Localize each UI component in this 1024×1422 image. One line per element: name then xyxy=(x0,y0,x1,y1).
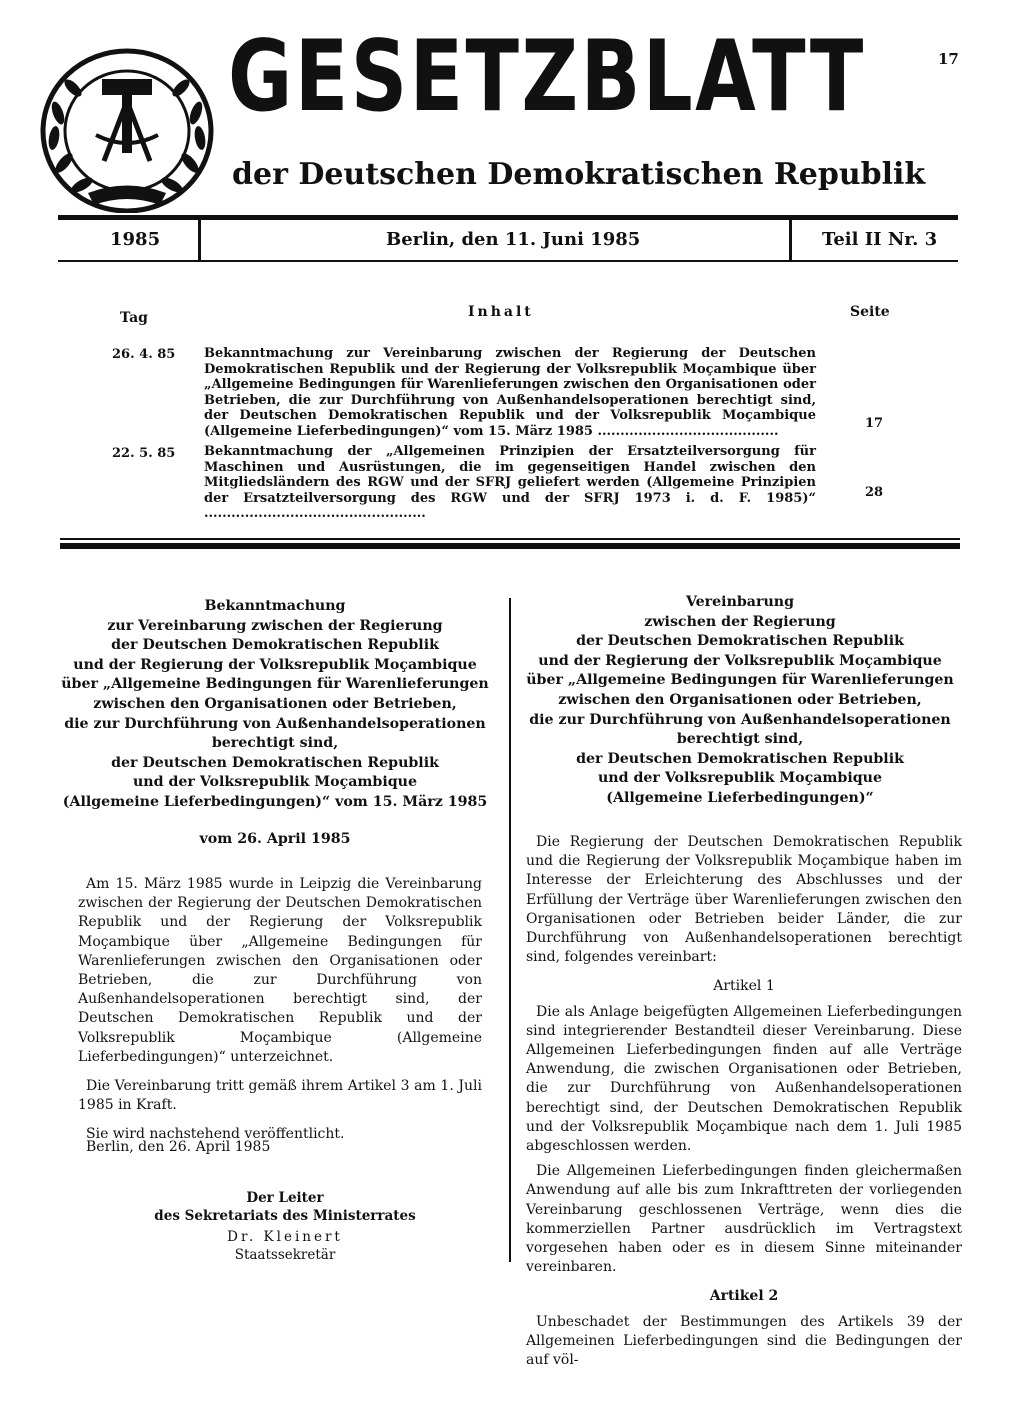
heading-line: die zur Durchführung von Außenhandelsoperationen xyxy=(64,715,486,732)
issue-place-date: Berlin, den 11. Juni 1985 xyxy=(386,229,641,250)
toc-entry-1-date: 26. 4. 85 xyxy=(112,347,176,362)
page-number: 17 xyxy=(938,50,959,68)
toc-entry-1-text[interactable]: Bekanntmachung zur Vereinbarung zwischen der Regierung der Deutschen Demokratischen Republik und der Regierung der Volksrepublik Moçambique über „Allgemeine Bedingungen für Warenlieferungen zwischen den Organisationen oder Betrieben, die zur Durchführung von Außenhandelsoperationen berechtigt sind, der Deutschen Demokratischen Republik und der Volksrepublik Moçambique (Allgemeine Lieferbedingungen)“ vom 15. März 1985 ........................................ xyxy=(204,346,816,439)
signature-block xyxy=(150,1189,420,1264)
masthead-bottom-rule xyxy=(58,260,958,262)
masthead-divider-left xyxy=(198,215,201,262)
section-rule-thick xyxy=(60,543,960,549)
heading-line: zwischen den Organisationen oder Betrieben, xyxy=(93,695,457,712)
toc-header-date: Tag xyxy=(120,310,148,326)
toc-header-content: Inhalt xyxy=(468,304,534,320)
signatory-title: Staatssekretär xyxy=(234,1247,336,1263)
issue-part-number: Teil II Nr. 3 xyxy=(822,229,938,250)
masthead-divider-right xyxy=(789,215,792,262)
toc-entry-2-page: 28 xyxy=(864,485,884,500)
state-emblem xyxy=(38,43,216,213)
paragraph: Am 15. März 1985 wurde in Leipzig die Vereinbarung zwischen der Regierung der Deutschen Demokratischen Republik und der Regierung der Volksrepublik Moçambique über „Allgemeine Bedingungen für Warenlieferungen zwischen den Organisationen oder Betrieben, die zur Durchführung von Außenhandelsoperationen berechtigt sind, der Deutschen Demokratischen Republik und der Volksrepublik Moçambique (Allgemeine Lieferbedingungen)“ unterzeichnet. xyxy=(78,876,482,1065)
toc-entry-2-date: 22. 5. 85 xyxy=(112,446,176,461)
heading-line: der Deutschen Demokratischen Republik xyxy=(576,633,904,650)
agreement-body xyxy=(526,833,962,1370)
heading-line: (Allgemeine Lieferbedingungen)“ vom 15. März 1985 xyxy=(62,793,488,810)
article-1-paragraph-2: Die Allgemeinen Lieferbedingungen finden gleichermaßen Anwendung auf alle bis zum Inkrafttreten der vorliegenden Vereinbarung geschlossenen Verträge, wenn dies die kommerziellen Partner ausdrücklich im Vertragstext vorgesehen haben oder es in diesem Sinne miteinander vereinbaren. xyxy=(526,1163,962,1276)
heading-line: zwischen den Organisationen oder Betrieben, xyxy=(558,691,922,708)
article-1-title: Artikel 1 xyxy=(713,978,775,995)
heading-line: und der Volksrepublik Moçambique xyxy=(597,770,882,787)
signatory-role: des Sekretariats des Ministerrates xyxy=(154,1208,416,1224)
heading-line: und der Regierung der Volksrepublik Moçambique xyxy=(538,652,942,669)
heading-line: der Deutschen Demokratischen Republik xyxy=(111,637,439,654)
gazette-subtitle: der Deutschen Demokratischen Republik xyxy=(232,157,926,192)
gazette-title: GESETZBLATT xyxy=(228,20,866,134)
heading-line: und der Regierung der Volksrepublik Moçambique xyxy=(73,656,477,673)
toc-entry-1-page: 17 xyxy=(864,416,884,431)
paragraph: Die Vereinbarung tritt gemäß ihrem Artikel 3 am 1. Juli 1985 in Kraft. xyxy=(78,1078,482,1114)
signatory-name: Dr. Kleinert xyxy=(227,1229,343,1245)
issue-year: 1985 xyxy=(110,229,161,250)
heading-line: und der Volksrepublik Moçambique xyxy=(132,774,417,791)
heading-line: die zur Durchführung von Außenhandelsoperationen xyxy=(529,711,951,728)
heading-line: Vereinbarung xyxy=(685,594,795,610)
heading-line: zur Vereinbarung zwischen der Regierung xyxy=(107,617,443,634)
article-1-paragraph-1: Die als Anlage beigefügten Allgemeinen Lieferbedingungen sind integrierender Bestandteil dieser Vereinbarung. Diese Allgemeinen Lieferbedingungen finden auf alle Verträge Anwendung, die zwischen Organisationen oder Betrieben, die zur Durchführung von Außenhandelsoperationen berechtigt sind, der Deutschen Demokratischen Republik und der Volksrepublik Moçambique nach dem 1. Juli 1985 abgeschlossen werden. xyxy=(526,1003,962,1155)
heading-line: der Deutschen Demokratischen Republik xyxy=(576,750,904,767)
heading-line: zwischen der Regierung xyxy=(644,613,836,630)
heading-line: über „Allgemeine Bedingungen für Warenlieferungen xyxy=(526,672,954,689)
heading-line: über „Allgemeine Bedingungen für Warenlieferungen xyxy=(61,676,489,693)
announcement-body xyxy=(78,875,482,1145)
heading-line: der Deutschen Demokratischen Republik xyxy=(111,754,439,771)
toc-header-page: Seite xyxy=(850,304,890,320)
paragraph: Sie wird nachstehend veröffentlicht. xyxy=(86,1126,345,1143)
heading-line: Bekanntmachung xyxy=(204,598,346,614)
toc-entry-2-text[interactable]: Bekanntmachung der „Allgemeinen Prinzipien der Ersatzteilversorgung für Maschinen und Ausrüstungen, die im gegenseitigen Handel zwischen den Mitgliedsländern des RGW und der SFRJ geliefert werden (Allgemeine Prinzipien der Ersatzteilversorgung des RGW und der SFRJ 1973 i. d. F. 1985)“ ................................................. xyxy=(204,444,816,521)
masthead-top-rule xyxy=(58,215,958,220)
heading-line: berechtigt sind, xyxy=(676,731,804,748)
signatory-role: Der Leiter xyxy=(246,1190,324,1206)
heading-line: berechtigt sind, xyxy=(211,735,339,752)
announcement-heading xyxy=(60,597,490,813)
agreement-heading xyxy=(520,593,960,809)
signing-place-date: Berlin, den 26. April 1985 xyxy=(86,1139,271,1155)
preamble: Die Regierung der Deutschen Demokratischen Republik und die Regierung der Volksrepublik Moçambique haben im Interesse der Erleichterung des Abschlusses und der Erfüllung der Verträge über Warenlieferungen zwischen den Organisationen oder Betrieben beider Länder, die zur Durchführung von Außenhandelsoperationen berechtigt sind, folgendes vereinbart: xyxy=(526,834,962,966)
heading-line: (Allgemeine Lieferbedingungen)“ xyxy=(606,789,874,806)
article-2-paragraph-1: Unbeschadet der Bestimmungen des Artikels 39 der Allgemeinen Lieferbedingungen sind die Bedingungen der auf völ- xyxy=(526,1313,962,1369)
section-rule-thin xyxy=(60,538,960,540)
announcement-date: vom 26. April 1985 xyxy=(199,831,351,847)
article-2-title: Artikel 2 xyxy=(709,1288,779,1305)
column-divider xyxy=(509,598,511,1262)
